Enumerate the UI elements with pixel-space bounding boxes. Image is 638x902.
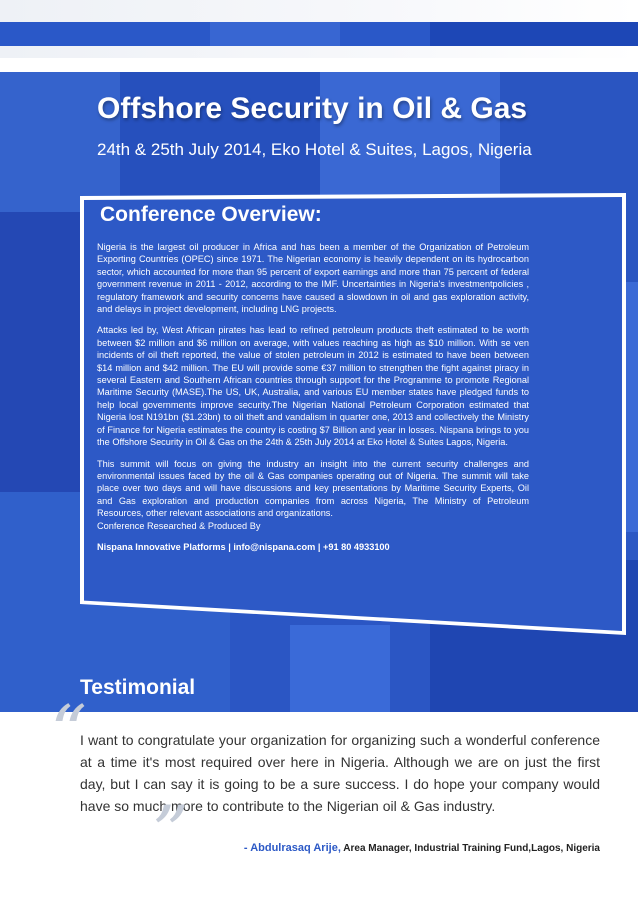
overview-paragraph: Attacks led by, West African pirates has lead to refined petroleum products theft estimated to be worth between $2 million and $6 million on average, with values reaching as high as $10 million. With se ven incidents of oil theft reported, the value of stolen petroleum in 2012 is estimated to have been between $14 million and $42 million. The EU will provide some €37 million to strengthen the fight against piracy in several Eastern and Southern African countries through support for the Programme to promote Regional Maritime Security (MASE).The US, UK, Australia, and various EU member states have pledged funds to help local governments improve security.The Nigerian National Petroleum Corporation estimated that Nigeria lost N191bn ($1.23bn) to oil theft and vandalism in quarter one, 2013 and collectively the Ministry of Finance for Nigeria estimates the country is costing $7 Billion and year in losses. Nispana brings to you the Offshore Security in Oil & Gas on the 24th & 25th July 2014 at Eko Hotel & Suites Lagos, Nigeria. bbox=[97, 325, 529, 448]
credit-line: Conference Researched & Produced By bbox=[97, 520, 261, 531]
testimonial-author: - Abdulrasaq Arije, bbox=[243, 842, 341, 854]
open-quote-icon: “ bbox=[50, 690, 87, 774]
overview-body bbox=[97, 241, 529, 562]
testimonial-attribution bbox=[244, 842, 600, 854]
close-quote-icon: ” bbox=[152, 790, 189, 874]
testimonial-heading: Testimonial bbox=[80, 676, 196, 699]
background-tile bbox=[290, 625, 390, 712]
overview-heading: Conference Overview: bbox=[100, 203, 322, 226]
top-stripe-accent bbox=[210, 22, 340, 46]
credit-contact: Nispana Innovative Platforms | info@nispana.com | +91 80 4933100 bbox=[97, 541, 390, 552]
testimonial-author-role: Area Manager, Industrial Training Fund,Lagos, Nigeria bbox=[340, 843, 600, 854]
top-stripe-dark bbox=[430, 22, 638, 46]
overview-paragraph: This summit will focus on giving the industry an insight into the current security challenges and environmental issues faced by the oil & Gas companies operating out of Nigeria. The summit will take place over two days and will have discussions and key presentations by Maritime Security Experts, Oil and Gas exploration and production companies from across Nigeria, The Ministry of Petroleum Resources, other relevant associations and organizations. bbox=[97, 458, 529, 519]
event-date-venue: 24th & 25th July 2014, Eko Hotel & Suites, Lagos, Nigeria bbox=[97, 140, 532, 159]
page-title: Offshore Security in Oil & Gas bbox=[97, 92, 528, 125]
overview-paragraph: Nigeria is the largest oil producer in Africa and has been a member of the Organization of Petroleum Exporting Countries (OPEC) since 1971. The Nigerian economy is heavily dependent on its hydrocarbon sector, which accounted for more than 95 percent of export earnings and more than 75 percent of federal government revenue in 2011 - 2012, according to the IMF. Uncertainties in Nigeria's investmentpolicies , regulatory framework and security concerns have caused a slowdown in oil and gas exploration activity, and delays in project development, including LNG projects. bbox=[97, 242, 529, 315]
testimonial-quote: I want to congratulate your organization for organizing such a wonderful conference at a time it's most required over here in Nigeria. Although we are on just the first day, but I can say it is going to be a sure success. I do hope your company would have so much more to contribute to the Nigerian oil & Gas industry. bbox=[80, 732, 600, 814]
